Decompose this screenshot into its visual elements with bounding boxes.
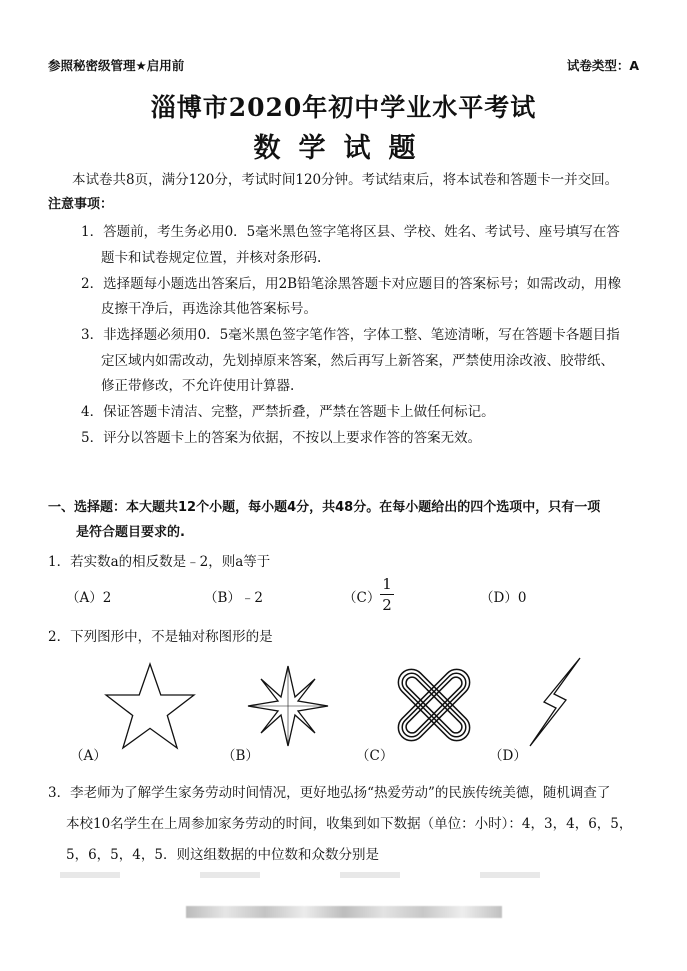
five-point-star-figure (102, 662, 198, 752)
question-1-option-a: （A）2 (66, 590, 112, 606)
notice-item-4: 4．保证答题卡清洁、完整，严禁折叠，严禁在答题卡上做任何标记。 (81, 404, 495, 420)
subject-title: 数学试题 (253, 133, 434, 164)
question-2-stem: 2．下列图形中，不是轴对称图形的是 (48, 629, 273, 645)
fraction-numerator: 1 (382, 575, 392, 593)
notice-item-5: 5．评分以答题卡上的答案为依据，不按以上要求作答的答案无效。 (81, 430, 482, 446)
figure-label-c: （C） (356, 748, 394, 764)
blurred-options-row (60, 872, 620, 878)
intro-text: 本试卷共8页，满分120分，考试时间120分钟。考试结束后，将本试卷和答题卡一并交回。 (72, 172, 619, 188)
blurred-watermark (186, 906, 502, 918)
figure-label-d: （D） (489, 748, 527, 764)
notice-item-3-line-1: 3．非选择题必须用0．5毫米黑色签字笔作答，字体工整、笔迹清晰，写在答题卡各题目指 (81, 327, 620, 343)
question-3-line-3: 5，6，5，4，5．则这组数据的中位数和众数分别是 (66, 847, 379, 863)
section1-heading-line2: 是符合题目要求的. (76, 525, 185, 540)
figure-label-a: （A） (70, 748, 107, 764)
question-1-option-c-fraction (380, 575, 394, 614)
compass-star-figure (246, 664, 330, 748)
notice-item-2-line-2: 皮擦干净后，再选涂其他答案标号。 (101, 301, 317, 317)
fraction-bar (380, 594, 394, 595)
paper-type-label: 试卷类型：A (566, 58, 639, 73)
confidential-label: 参照秘密级管理★启用前 (48, 58, 185, 73)
notice-item-1-line-1: 1．答题前，考生务必用0．5毫米黑色签字笔将区县、学校、姓名、考试号、座号填写在答 (81, 224, 620, 240)
question-1-option-b: （B）﹣2 (204, 590, 264, 606)
interlaced-loops-figure (383, 654, 485, 756)
question-1-option-c: （C） (343, 590, 381, 606)
fraction-denominator: 2 (382, 596, 392, 614)
question-3-line-2: 本校10名学生在上周参加家务劳动的时间，收集到如下数据（单位：小时）：4，3，4，6，5， (66, 816, 633, 832)
notice-item-3-line-2: 定区域内如需改动，先划掉原来答案，然后再写上新答案，严禁使用涂改液、胶带纸、 (101, 353, 614, 369)
section1-heading: 一、选择题：本大题共12个小题，每小题4分，共48分。在每小题给出的四个选项中，只有一项 (48, 500, 601, 515)
lightning-bolt-figure (524, 656, 594, 750)
question-1-stem: 1．若实数a的相反数是﹣2，则a等于 (48, 554, 271, 570)
notice-item-3-line-3: 修正带修改，不允许使用计算器. (101, 378, 295, 394)
notice-item-1-line-2: 题卡和试卷规定位置，并核对条形码. (101, 250, 322, 266)
question-3-line-1: 3．李老师为了解学生家务劳动时间情况，更好地弘扬“热爱劳动”的民族传统美德，随机调查了 (48, 785, 611, 801)
notice-item-2-line-1: 2．选择题每小题选出答案后，用2B铅笔涂黑答题卡对应题目的答案标号；如需改动，用橡 (81, 276, 622, 292)
exam-title: 淄博市2020年初中学业水平考试 (150, 93, 537, 122)
figure-label-b: （B） (222, 748, 259, 764)
question-1-option-d: （D）0 (480, 590, 527, 606)
notice-heading: 注意事项： (48, 197, 114, 212)
